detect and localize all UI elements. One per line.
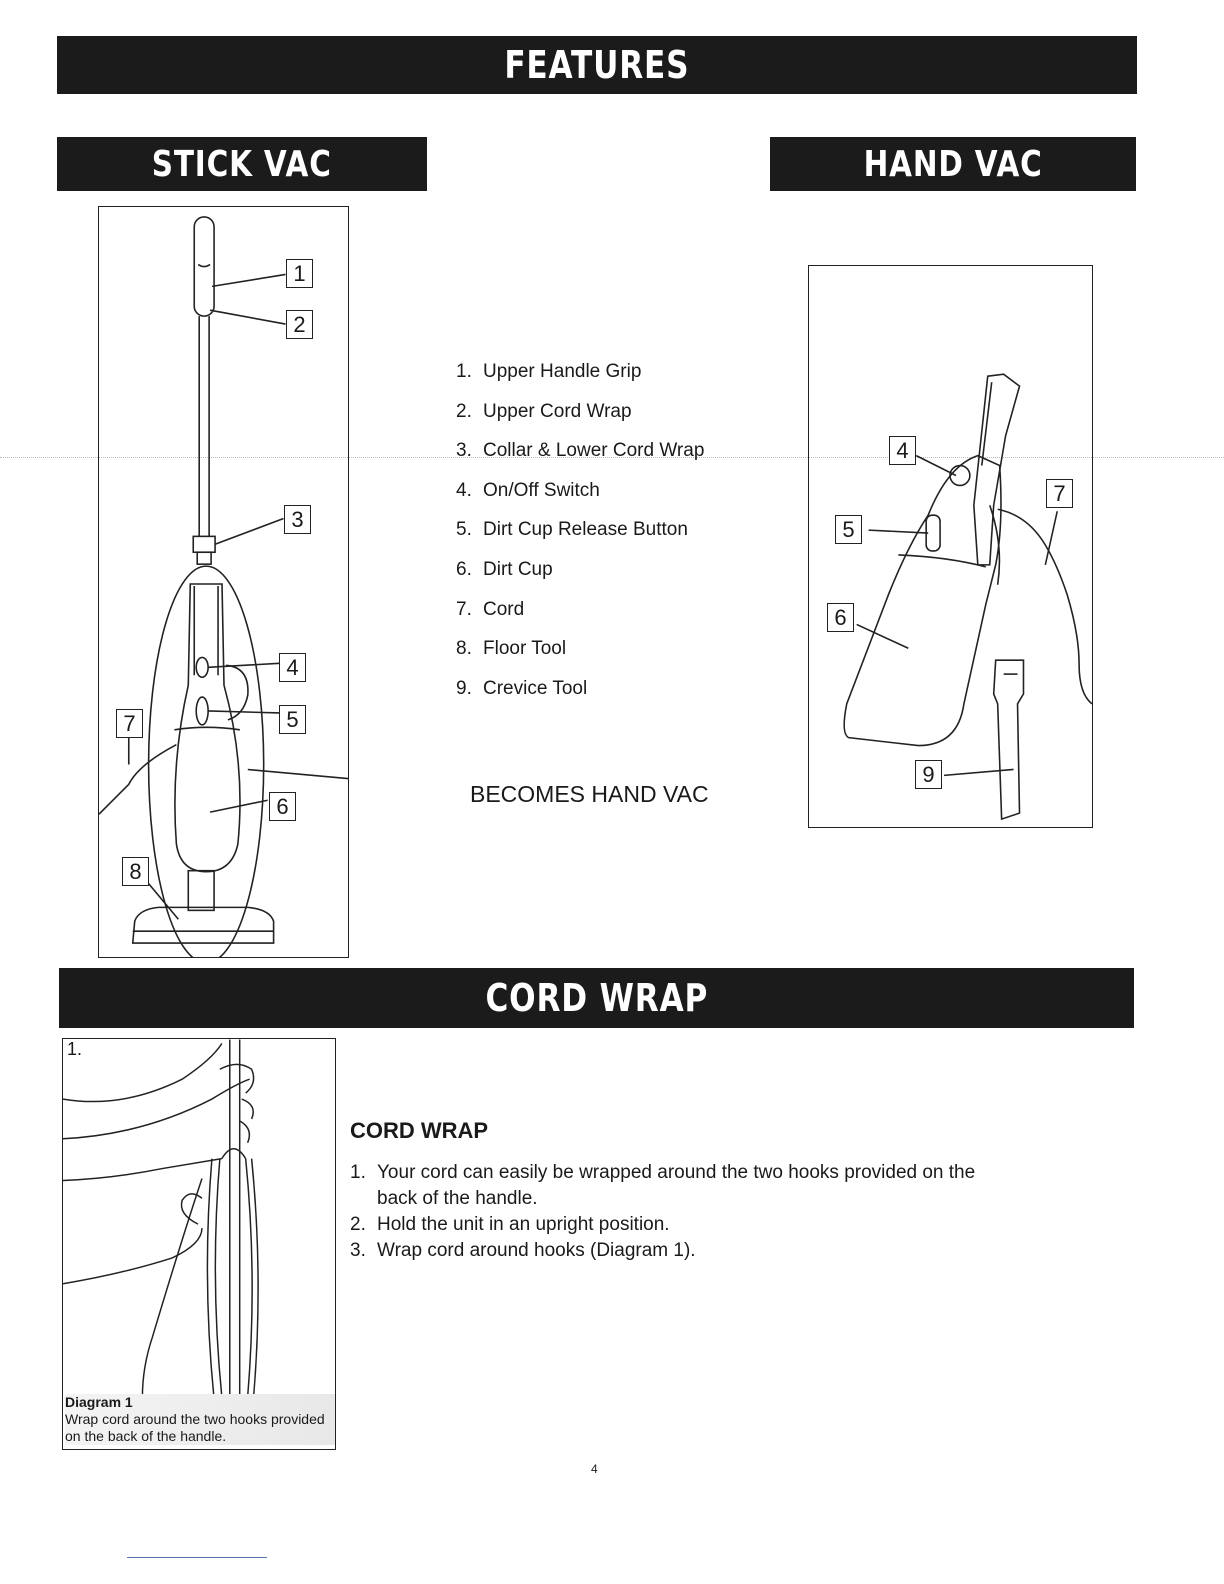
features-list xyxy=(456,352,704,708)
callout-2: 2 xyxy=(286,310,313,339)
becomes-hand-vac-label: BECOMES HAND VAC xyxy=(470,781,709,807)
cord-wrap-diagram xyxy=(62,1038,336,1450)
feature-item: 9. Crevice Tool xyxy=(456,677,588,699)
stick-vac-banner xyxy=(57,137,427,191)
callout-6: 6 xyxy=(269,792,296,821)
feature-item: 6. Dirt Cup xyxy=(456,558,553,580)
diagram-caption-title: Diagram 1 xyxy=(65,1394,133,1410)
cord-wrap-step: 2. Hold the unit in an upright position. xyxy=(350,1214,670,1235)
callout-1: 1 xyxy=(286,259,313,288)
callout-9: 9 xyxy=(915,760,942,789)
cord-wrap-banner xyxy=(59,968,1134,1028)
feature-item: 8. Floor Tool xyxy=(456,638,567,660)
hand-vac-drawing xyxy=(809,266,1092,827)
callout-4: 4 xyxy=(279,653,306,682)
feature-item: 1. Upper Handle Grip xyxy=(456,361,642,382)
diagram-index: 1. xyxy=(67,1039,83,1059)
feature-item: 4. On/Off Switch xyxy=(456,479,600,501)
diagram-caption-text: Wrap cord around the two hooks provided on the back of the handle. xyxy=(65,1411,325,1444)
cord-wrap-step: 3. Wrap cord around hooks (Diagram 1). xyxy=(350,1240,696,1261)
feature-item: 3. Collar & Lower Cord Wrap xyxy=(456,440,705,462)
footer-rule xyxy=(127,1557,267,1558)
cord-wrap-heading: CORD WRAP xyxy=(485,976,708,1020)
hand-vac-illustration xyxy=(808,265,1093,828)
feature-item: 2. Upper Cord Wrap xyxy=(456,400,632,422)
cord-wrap-drawing xyxy=(63,1039,335,1449)
callout-8: 8 xyxy=(122,857,149,886)
feature-item: 7. Cord xyxy=(456,598,525,620)
features-banner xyxy=(57,36,1137,94)
hand-vac-banner xyxy=(770,137,1136,191)
cord-wrap-title: CORD WRAP xyxy=(350,1118,489,1143)
cord-wrap-step: 1. Your cord can easily be wrapped around the two hooks provided on the back of the handle. xyxy=(350,1162,976,1209)
callout-7: 7 xyxy=(1046,479,1073,508)
hand-vac-heading: HAND VAC xyxy=(863,143,1043,185)
callout-5: 5 xyxy=(279,705,306,734)
callout-5: 5 xyxy=(835,515,862,544)
callout-7: 7 xyxy=(116,709,143,738)
cord-wrap-steps xyxy=(350,1160,990,1264)
features-heading: FEATURES xyxy=(504,43,690,87)
stick-vac-illustration xyxy=(98,206,349,958)
feature-item: 5. Dirt Cup Release Button xyxy=(456,519,688,541)
callout-4: 4 xyxy=(889,436,916,465)
callout-6: 6 xyxy=(827,603,854,632)
page-number: 4 xyxy=(591,1462,598,1476)
callout-3: 3 xyxy=(284,505,311,534)
diagram-caption xyxy=(65,1394,335,1445)
stick-vac-heading: STICK VAC xyxy=(152,143,332,185)
